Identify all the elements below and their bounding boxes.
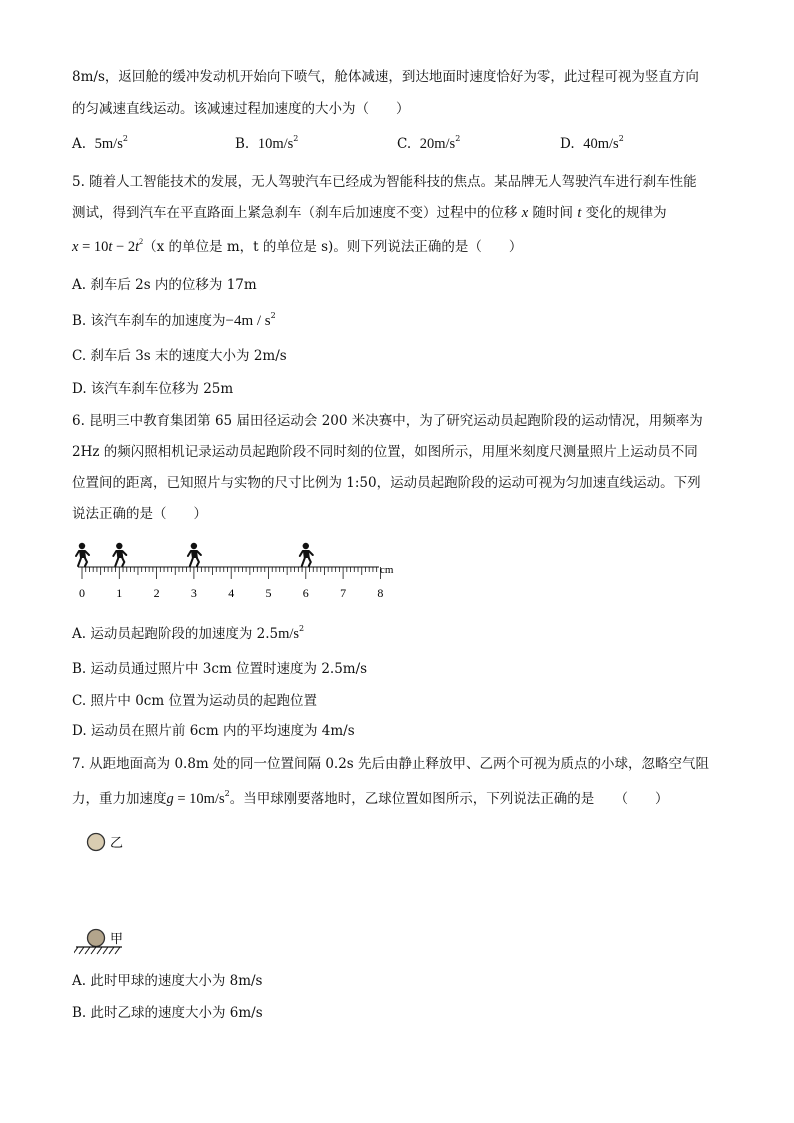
ruler-ticks [82,567,380,579]
q6-text-line4: 说法正确的是（ ） [72,506,207,522]
option-letter: B. [235,136,250,152]
q4-text-line2: 的匀减速直线运动。该减速过程加速度的大小为（ ） [72,101,410,117]
option-value: m/s [278,626,300,642]
ruler-figure [66,535,416,605]
option-value: −4m / s [225,313,271,329]
option-value: 10m/s [257,136,294,152]
q5-text-segment: （x 的单位是 m，t 的单位是 s)。则下列说法正确的是（ ） [143,239,523,255]
ball-jia [88,930,105,947]
q6-option-b: B. 运动员通过照片中 3cm 位置时速度为 2.5m/s [72,661,368,677]
formula-part: = 10 [78,239,109,255]
hatch-line [97,947,102,954]
q7-option-a: A. 此时甲球的速度大小为 8m/s [72,973,263,989]
hatch-line [103,947,108,954]
ruler-labels [79,586,383,600]
runner-icon [113,543,126,566]
option-exponent: 2 [293,134,299,143]
q7-text-segment: 。当甲球刚要落地时，乙球位置如图所示，下列说法正确的是 （ ） [229,791,669,807]
ruler-label: 3 [190,586,197,600]
q6-option-a [72,625,304,643]
runner-icon [76,543,89,566]
formula-exponent: 2 [224,789,230,798]
ruler-label: 6 [302,586,309,600]
var-t: t [135,239,140,255]
option-exponent: 2 [455,134,461,143]
runner-icon [188,543,201,566]
hatch-line [85,947,90,954]
option-letter: A. [72,136,87,152]
q5-text-segment: 测试，得到汽车在平直路面上紧急刹车（刹车后加速度不变）过程中的位移 [72,205,518,221]
ball-jia-label: 甲 [110,932,124,947]
q7-text-line1: 7. 从距地面高为 0.8m 处的同一位置间隔 0.2s 先后由静止释放甲、乙两个可视为质点的小球，忽略空气阻 [72,756,710,772]
option-text: B. 该汽车刹车的加速度为 [72,313,226,329]
option-text: A. 运动员起跑阶段的加速度为 2.5 [72,626,279,642]
q6-option-d: D. 运动员在照片前 6cm 内的平均速度为 4m/s [72,723,355,739]
ruler-label: 7 [340,586,347,600]
q5-option-a: A. 刹车后 2s 内的位移为 17m [72,277,257,293]
option-value: 20m/s [419,136,456,152]
falling-balls-figure [74,825,164,960]
q5-option-d: D. 该汽车刹车位移为 25m [72,381,234,397]
var-x: x [72,239,79,255]
q4-option-b [235,135,298,153]
ruler-label: 8 [377,586,384,600]
formula-exponent: 2 [139,237,144,246]
var-t: t [577,205,582,221]
hatch-line [109,947,114,954]
formula-part: = 10m/s [173,791,225,807]
q5-formula [72,239,143,255]
q6-text-line1: 6. 昆明三中教育集团第 65 届田径运动会 200 米决赛中，为了研究运动员起跑阶段的运动情况，用频率为 [72,413,703,429]
q4-option-d [560,135,624,153]
option-exponent: 2 [270,311,276,320]
option-exponent: 2 [618,134,624,143]
q7-text-segment: 力，重力加速度 [72,791,167,807]
var-t: t [108,239,113,255]
q6-text-line3: 位置间的距离，已知照片与实物的尺寸比例为 1:50，运动员起跑阶段的运动可视为匀加速直线运动。下列 [72,475,701,491]
option-exponent: 2 [299,624,305,633]
q5-text-line1: 5. 随着人工智能技术的发展，无人驾驶汽车已经成为智能科技的焦点。某品牌无人驾驶汽车进行刹车性能 [72,174,697,190]
hatch-line [91,947,96,954]
q5-text-segment: 随时间 [532,205,574,221]
ruler-label: 2 [153,586,160,600]
ruler-label: 5 [265,586,272,600]
q5-text-line2 [72,204,667,222]
formula-part: − 2 [112,239,136,255]
runners [76,543,313,566]
ruler-label: 4 [228,586,235,600]
ball-yi-label: 乙 [110,836,124,851]
ball-yi [88,834,105,851]
ruler-label: 0 [79,586,85,600]
hatch-line [74,947,78,954]
q6-text-line2: 2Hz 的频闪照相机记录运动员起跑阶段不同时刻的位置，如图所示，用厘米刻度尺测量照片上运动员不同 [72,444,698,460]
var-g: g [166,791,174,807]
option-value: 40m/s [583,136,619,152]
hatch-line [115,947,120,954]
hatch-line [79,947,84,954]
q4-option-c [397,135,460,153]
option-exponent: 2 [122,134,128,143]
q7-text-line2 [72,790,668,808]
var-x: x [521,205,529,221]
option-letter: D. [560,136,575,152]
q5-option-b [72,312,276,330]
q4-option-a [72,135,128,153]
ground-hatch [74,947,120,954]
q5-text-segment: 变化的规律为 [585,205,667,221]
ruler-unit-label: cm [380,564,394,576]
option-value: 5m/s [94,136,123,152]
q5-option-c: C. 刹车后 3s 末的速度大小为 2m/s [72,348,287,364]
q4-text-line1: 8m/s，返回舱的缓冲发动机开始向下喷气，舱体减速，到达地面时速度恰好为零，此过程可视为竖直方向 [72,69,699,85]
option-letter: C. [397,136,412,152]
q7-option-b: B. 此时乙球的速度大小为 6m/s [72,1005,263,1021]
runner-icon [300,543,313,566]
q6-option-c: C. 照片中 0cm 位置为运动员的起跑位置 [72,693,317,709]
ruler-label: 1 [116,586,123,600]
q5-text-line3 [72,238,522,256]
